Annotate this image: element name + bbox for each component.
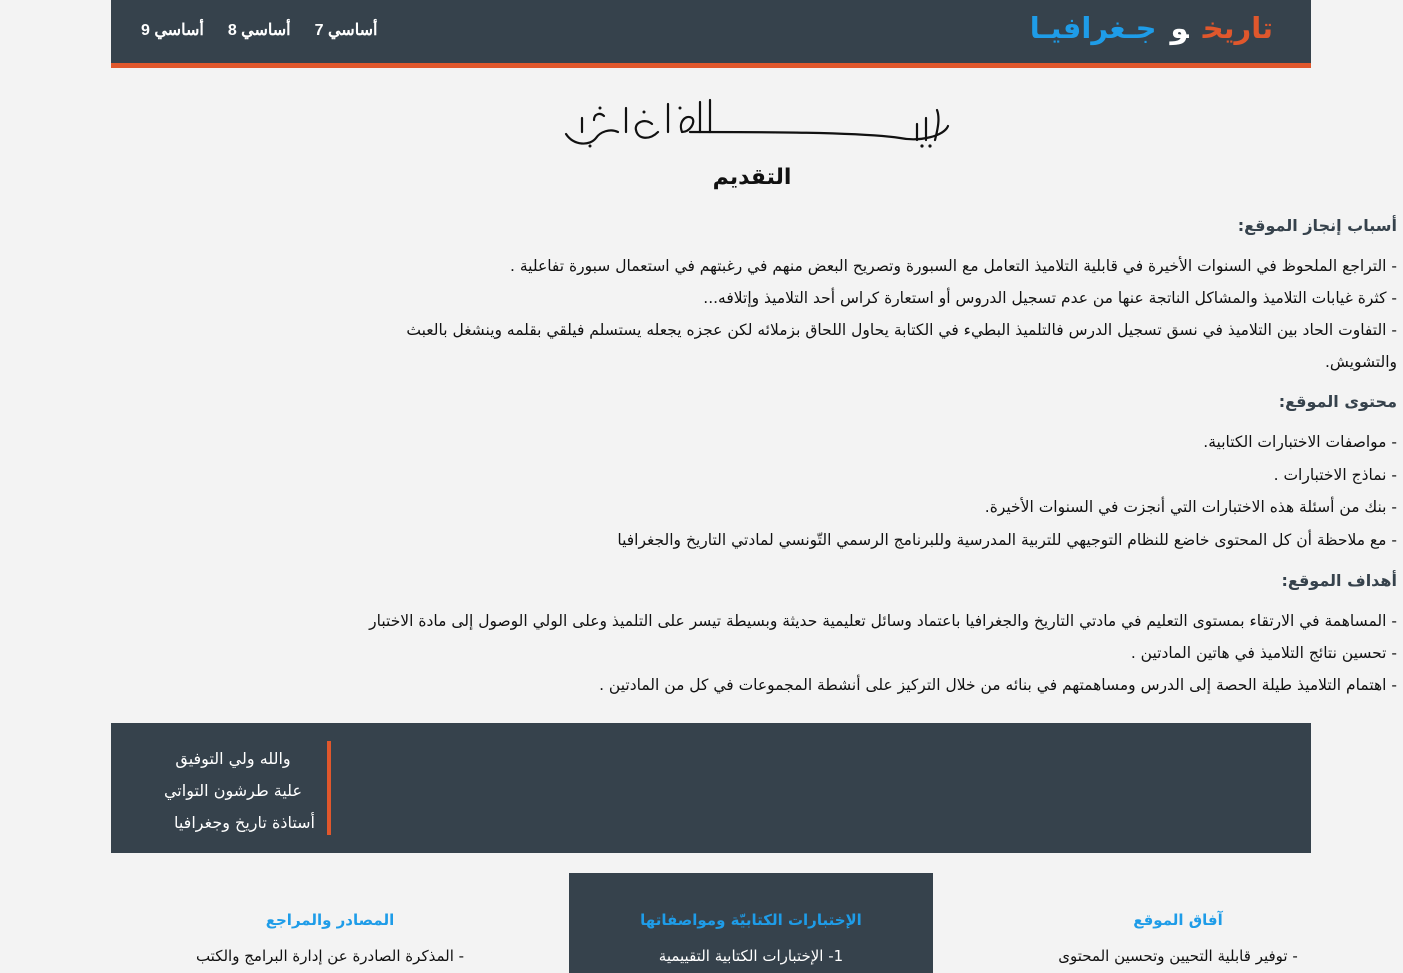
basmala-calligraphy [560,88,960,148]
footer-column-horizons [953,873,1403,973]
signature-lines [151,743,315,839]
logo-geography: جـغرافيـا [1029,11,1157,45]
signature-author: علية طرشون التواتي [163,781,303,800]
nav-grade-9[interactable]: 9 أساسي [141,22,204,39]
signature-role: أستاذة تاريخ وجغرافيا [173,813,315,832]
signature-accent-bar [327,741,331,835]
page [111,0,1397,965]
footer-line: - المذكرة الصادرة عن إدارة البرامج والكتب [195,947,465,965]
logo-and: و [1170,11,1189,45]
reasons-line: - التراجع الملحوظ في السنوات الأخيرة في قابلية التلاميذ التعامل مع السبورة وتصريح البعض منهم في رغبتهم في استعمال سبورة تفاعلية . [509,257,1397,275]
footer-line: - توفير قابلية التحيين وتحسين المحتوى [1058,947,1298,965]
signature-closing: والله ولي التوفيق [175,749,291,768]
nav-grade-8[interactable]: 8 أساسي [227,22,291,39]
goals-line: - تحسين نتائج التلاميذ في هاتين المادتين . [1130,644,1397,662]
reasons-line: - التفاوت الحاد بين التلاميذ في نسق تسجيل الدرس فالتلميذ البطيء في الكتابة يحاول اللحاق بزملائه لكن عجزه يجعله يستسلم فيلقي بقلمه وينشغل بالعبث [406,321,1397,339]
grade-nav [141,20,401,40]
content-line: - مواصفات الاختبارات الكتابية. [1203,433,1397,451]
footer-column-exams [569,873,933,973]
content-line: - نماذج الاختبارات . [1273,466,1397,484]
reasons-line: - كثرة غيابات التلاميذ والمشاكل الناتجة عنها من عدم تسجيل الدروس أو استعارة كراس أحد التلاميذ وإتلافه... [703,289,1397,307]
footer-title-sources[interactable]: المصادر والمراجع [265,911,395,929]
site-logo[interactable] [1030,11,1273,45]
nav-grade-7[interactable]: 7 أساسي [314,22,378,39]
goals-line: - المساهمة في الارتقاء بمستوى التعليم في مادتي التاريخ والجغرافيا باعتماد وسائل تعليمية حديثة وبسيطة تيسر على التلميذ وعلى الولي الوصول إلى مادة الاختبار [369,612,1397,630]
goals-line: - اهتمام التلاميذ طيلة الحصة إلى الدرس ومساهمتهم في بنائه من خلال التركيز على أنشطة المجموعات في كل من المادتين . [599,676,1397,694]
page-title: التقديم [712,165,792,190]
section-heading-goals: أهداف الموقع: [1281,571,1397,590]
top-navbar [111,0,1311,68]
footer-title-horizons[interactable]: آفاق الموقع [1133,911,1223,929]
logo-history: تاريخ [1202,11,1273,45]
content-line: - مع ملاحظة أن كل المحتوى خاضع للنظام التوجيهي للتربية المدرسية وللبرنامج الرسمي التّونسي لمادتي التاريخ والجغرافيا [617,531,1397,549]
section-heading-content: محتوى الموقع: [1278,392,1397,411]
section-heading-reasons: أسباب إنجاز الموقع: [1237,216,1397,235]
footer-line: 1- الإختبارات الكتابية التقييمية [658,947,844,965]
footer-title-exams[interactable]: الإختبارات الكتابيّة ومواصفاتها [640,911,862,929]
content-line: - بنك من أسئلة هذه الاختبارات التي أنجزت في السنوات الأخيرة. [984,498,1397,516]
reasons-line: والتشويش. [1324,353,1397,371]
footer-column-sources [111,873,549,973]
signature-block [111,723,1311,853]
